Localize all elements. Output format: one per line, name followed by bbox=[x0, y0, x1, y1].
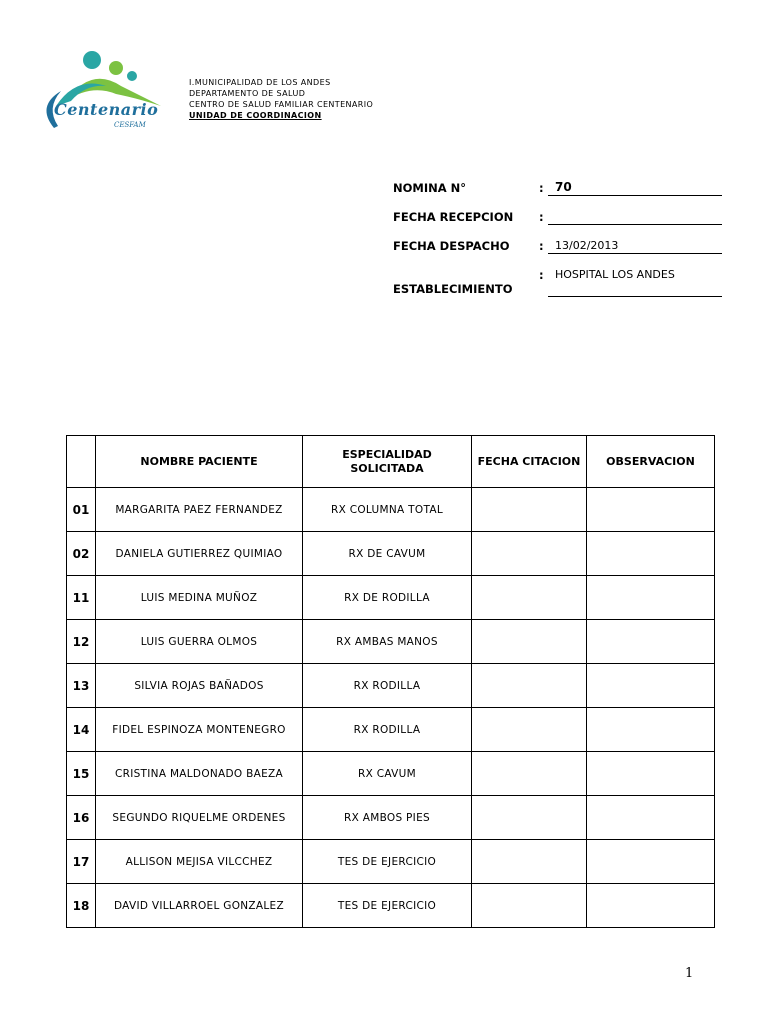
header-line-4: UNIDAD DE COORDINACION bbox=[189, 111, 322, 120]
table-row bbox=[67, 488, 715, 532]
establecimiento-value: HOSPITAL LOS ANDES bbox=[555, 268, 675, 281]
table-row bbox=[67, 532, 715, 576]
page-number: 1 bbox=[685, 966, 694, 981]
establecimiento-colon: : bbox=[539, 268, 544, 282]
row-specialty: TES DE EJERCICIO bbox=[303, 884, 472, 928]
row-fecha-citacion bbox=[472, 664, 587, 708]
row-observacion bbox=[587, 796, 715, 840]
header-line-1: I.MUNICIPALIDAD DE LOS ANDES bbox=[189, 78, 331, 87]
table-row bbox=[67, 752, 715, 796]
row-patient-name: SEGUNDO RIQUELME ORDENES bbox=[96, 796, 303, 840]
row-fecha-citacion bbox=[472, 708, 587, 752]
row-fecha-citacion bbox=[472, 752, 587, 796]
header-especialidad-text: ESPECIALIDAD SOLICITADA bbox=[342, 447, 432, 475]
table-row bbox=[67, 796, 715, 840]
row-specialty: RX AMBAS MANOS bbox=[303, 620, 472, 664]
row-number: 14 bbox=[67, 708, 96, 752]
row-number: 01 bbox=[67, 488, 96, 532]
table-row bbox=[67, 708, 715, 752]
row-observacion bbox=[587, 576, 715, 620]
row-patient-name: DANIELA GUTIERREZ QUIMIAO bbox=[96, 532, 303, 576]
logo-wordmark: Centenario bbox=[54, 100, 159, 119]
row-fecha-citacion bbox=[472, 884, 587, 928]
row-observacion bbox=[587, 752, 715, 796]
row-patient-name: CRISTINA MALDONADO BAEZA bbox=[96, 752, 303, 796]
row-specialty: RX DE CAVUM bbox=[303, 532, 472, 576]
institution-header bbox=[189, 77, 373, 121]
row-number: 02 bbox=[67, 532, 96, 576]
fecha-despacho-colon: : bbox=[539, 239, 544, 253]
row-observacion bbox=[587, 488, 715, 532]
table-header-row bbox=[67, 436, 715, 488]
row-observacion bbox=[587, 532, 715, 576]
row-patient-name: SILVIA ROJAS BAÑADOS bbox=[96, 664, 303, 708]
row-fecha-citacion bbox=[472, 488, 587, 532]
row-number: 13 bbox=[67, 664, 96, 708]
row-specialty: RX COLUMNA TOTAL bbox=[303, 488, 472, 532]
row-fecha-citacion bbox=[472, 576, 587, 620]
fecha-recepcion-underline bbox=[548, 224, 722, 225]
header-nombre-paciente: NOMBRE PACIENTE bbox=[96, 436, 303, 488]
row-patient-name: FIDEL ESPINOZA MONTENEGRO bbox=[96, 708, 303, 752]
row-observacion bbox=[587, 708, 715, 752]
row-specialty: RX AMBOS PIES bbox=[303, 796, 472, 840]
row-fecha-citacion bbox=[472, 796, 587, 840]
row-observacion bbox=[587, 620, 715, 664]
fecha-recepcion-label: FECHA RECEPCION bbox=[393, 210, 514, 224]
table-row bbox=[67, 664, 715, 708]
row-fecha-citacion bbox=[472, 840, 587, 884]
row-observacion bbox=[587, 840, 715, 884]
fecha-despacho-label: FECHA DESPACHO bbox=[393, 239, 510, 253]
nomina-value: 70 bbox=[555, 180, 572, 194]
header-especialidad bbox=[303, 436, 472, 488]
nomina-label: NOMINA N° bbox=[393, 181, 467, 195]
row-number: 16 bbox=[67, 796, 96, 840]
fecha-despacho-value: 13/02/2013 bbox=[555, 239, 619, 252]
row-specialty: RX RODILLA bbox=[303, 708, 472, 752]
row-number: 18 bbox=[67, 884, 96, 928]
header-observacion: OBSERVACION bbox=[587, 436, 715, 488]
row-patient-name: DAVID VILLARROEL GONZALEZ bbox=[96, 884, 303, 928]
row-patient-name: ALLISON MEJISA VILCCHEZ bbox=[96, 840, 303, 884]
row-specialty: TES DE EJERCICIO bbox=[303, 840, 472, 884]
fecha-despacho-underline bbox=[548, 253, 722, 254]
table-row bbox=[67, 840, 715, 884]
table-row bbox=[67, 884, 715, 928]
establecimiento-underline bbox=[548, 296, 722, 297]
table-body bbox=[67, 488, 715, 928]
row-fecha-citacion bbox=[472, 532, 587, 576]
patient-table bbox=[66, 435, 715, 928]
header-number bbox=[67, 436, 96, 488]
row-patient-name: LUIS GUERRA OLMOS bbox=[96, 620, 303, 664]
row-number: 17 bbox=[67, 840, 96, 884]
nomina-colon: : bbox=[539, 181, 544, 195]
row-observacion bbox=[587, 884, 715, 928]
establecimiento-label: ESTABLECIMIENTO bbox=[393, 282, 513, 296]
row-specialty: RX CAVUM bbox=[303, 752, 472, 796]
row-specialty: RX RODILLA bbox=[303, 664, 472, 708]
header-fecha-citacion: FECHA CITACION bbox=[472, 436, 587, 488]
row-fecha-citacion bbox=[472, 620, 587, 664]
row-number: 12 bbox=[67, 620, 96, 664]
table-row bbox=[67, 620, 715, 664]
logo-subtext: CESFAM bbox=[114, 121, 146, 129]
fecha-recepcion-colon: : bbox=[539, 210, 544, 224]
row-observacion bbox=[587, 664, 715, 708]
header-line-2: DEPARTAMENTO DE SALUD bbox=[189, 89, 306, 98]
row-patient-name: LUIS MEDINA MUÑOZ bbox=[96, 576, 303, 620]
logo-graphic bbox=[36, 46, 166, 136]
row-number: 15 bbox=[67, 752, 96, 796]
table-row bbox=[67, 576, 715, 620]
header-line-3: CENTRO DE SALUD FAMILIAR CENTENARIO bbox=[189, 100, 374, 109]
row-specialty: RX DE RODILLA bbox=[303, 576, 472, 620]
row-patient-name: MARGARITA PAEZ FERNANDEZ bbox=[96, 488, 303, 532]
cesfam-logo bbox=[36, 46, 166, 136]
row-number: 11 bbox=[67, 576, 96, 620]
nomina-underline bbox=[548, 195, 722, 196]
